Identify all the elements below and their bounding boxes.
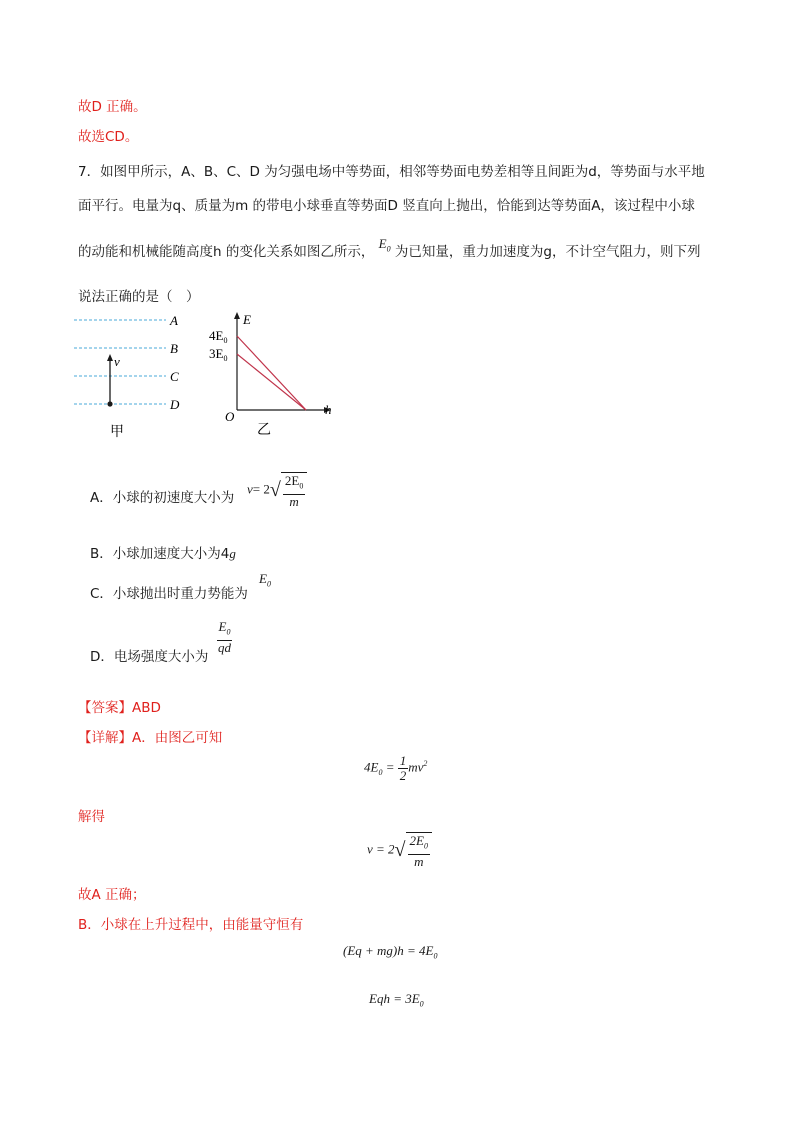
equation-1: $4E_0$ = $\frac{1}{2}$ $mv^2$ xyxy=(364,753,428,783)
velocity-arrowhead xyxy=(107,354,113,361)
label-d: D xyxy=(170,397,180,412)
label-a: A xyxy=(170,313,178,328)
tick-3e0: $3E_0$ xyxy=(209,346,228,363)
option-a-formula: v= 2 √ $\frac{2E_0}{m}$ xyxy=(247,472,307,509)
label-b: B xyxy=(170,341,178,356)
question-line-4: 说法正确的是（ ） xyxy=(78,289,200,305)
question-number: 7． xyxy=(78,164,101,180)
e0-symbol: $E_0$ xyxy=(378,236,391,254)
detail-line: 【详解】A．由图乙可知 xyxy=(78,730,223,746)
label-c: C xyxy=(170,369,179,384)
equation-2: v = 2 √ $\frac{2E_0}{m}$ xyxy=(367,832,432,869)
figure-jia xyxy=(70,308,190,448)
b-intro: B．小球在上升过程中，由能量守恒有 xyxy=(78,917,304,933)
origin-label: O xyxy=(225,409,235,424)
option-a: A．小球的初速度大小为 xyxy=(90,490,235,506)
kinetic-energy-line xyxy=(237,354,306,410)
ball-dot xyxy=(107,401,112,406)
tick-4e0: $4E_0$ xyxy=(209,328,228,345)
option-d: D．电场强度大小为 xyxy=(90,649,209,665)
question-line-1: 7．如图甲所示，A、B、C、D 为匀强电场中等势面，相邻等势面电势差相等且间距为d，等势面与水平地 xyxy=(78,164,705,180)
x-axis-label: h xyxy=(325,402,332,417)
figure-yi xyxy=(205,306,355,446)
option-c-formula: $E_0$ xyxy=(259,571,271,589)
answer-label: 【答案】ABD xyxy=(78,700,161,716)
caption-jia: 甲 xyxy=(110,424,124,440)
question-line-2: 面平行。电量为q、质量为m 的带电小球垂直等势面D 竖直向上抛出，恰能到达等势面A，该过程中小球 xyxy=(78,198,695,214)
equation-3: $(Eq + mg)h = 4E_0$ xyxy=(343,943,438,961)
option-d-formula: $\frac{E_0}{qd}$ xyxy=(218,619,231,655)
label-v: v xyxy=(114,354,120,369)
conclusion-a: 故A 正确； xyxy=(78,887,146,903)
previous-choose: 故选CD。 xyxy=(78,129,139,145)
equation-4: Eqh = $3E_0$ xyxy=(369,991,424,1009)
caption-yi: 乙 xyxy=(257,422,271,438)
option-c: C．小球抛出时重力势能为 xyxy=(90,586,248,602)
question-line-3: 的动能和机械能随高度h 的变化关系如图乙所示， $E_0$ 为已知量，重力加速度为g，不计空气阻力，则下列 xyxy=(78,236,701,260)
y-axis-label: E xyxy=(243,312,251,327)
option-b: B．小球加速度大小为4g xyxy=(90,546,236,562)
mechanical-energy-line xyxy=(237,336,306,410)
y-axis-arrowhead xyxy=(234,312,240,319)
previous-conclusion-d: 故D 正确。 xyxy=(78,99,147,115)
solve-label: 解得 xyxy=(78,809,105,825)
